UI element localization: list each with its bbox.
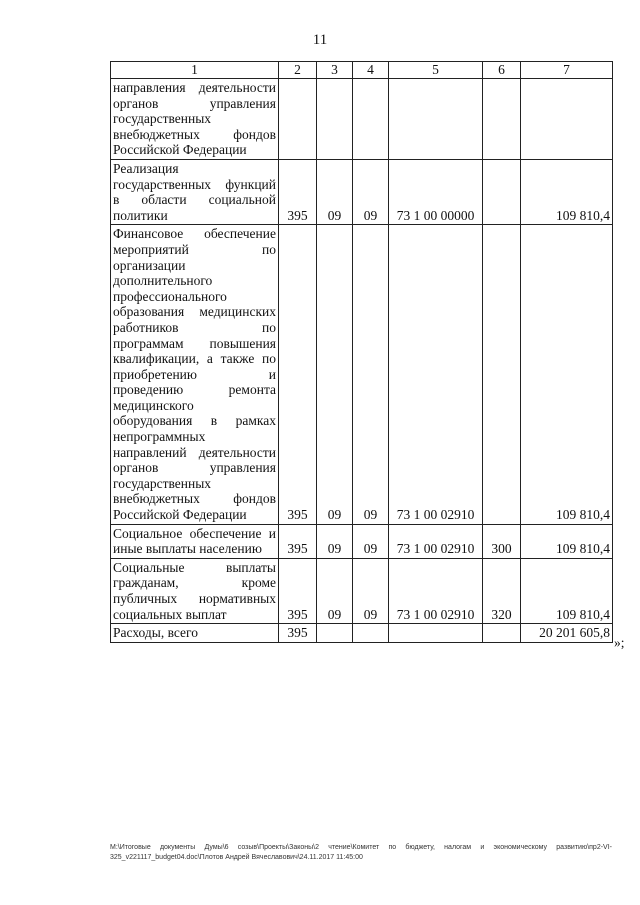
- section-code: [279, 79, 317, 160]
- description-line: непрограммных: [113, 429, 206, 445]
- description-line: дополнительного: [113, 273, 213, 289]
- subsection-code: 09: [317, 558, 353, 623]
- table-header-row: [111, 62, 613, 79]
- description-line: Социальные выплаты: [113, 559, 276, 575]
- target-article-code: [389, 624, 483, 643]
- table-row: [111, 225, 613, 524]
- description-line: государственных функций: [113, 176, 276, 192]
- amount: 109 810,4: [521, 225, 613, 524]
- amount: 109 810,4: [521, 524, 613, 558]
- section-code: 395: [279, 524, 317, 558]
- description-line: политики: [113, 207, 168, 223]
- page-number: 11: [312, 32, 328, 48]
- table-row: [111, 159, 613, 224]
- expense-type-code: 300: [483, 524, 521, 558]
- section-code: 395: [279, 225, 317, 524]
- amount: 109 810,4: [521, 558, 613, 623]
- description-line: оборудования в рамках: [113, 413, 276, 429]
- subsection-code-2: 09: [353, 524, 389, 558]
- description-line: профессионального: [113, 288, 227, 304]
- target-article-code: 73 1 00 02910: [389, 558, 483, 623]
- description-line: медицинского: [113, 397, 194, 413]
- description-line: социальных выплат: [113, 606, 227, 622]
- row-description: [111, 159, 279, 224]
- description-line: программам повышения: [113, 335, 276, 351]
- description-line: работников по: [113, 319, 276, 335]
- description-line: органов управления: [113, 460, 276, 476]
- column-header: 2: [279, 62, 317, 79]
- expense-type-code: [483, 159, 521, 224]
- table-row: [111, 624, 613, 643]
- target-article-code: 73 1 00 02910: [389, 524, 483, 558]
- closing-quote: »;: [614, 635, 625, 650]
- table-row: [111, 558, 613, 623]
- footer-file-path: M:\Итоговые документы Думы\6 созыв\Проекты\Законы\2 чтение\Комитет по бюджету, налогам и экономическому развитию\пр2-VI-325_v221117_budget04.doc\Плотов Андрей Вячеславович\24.11.2017 11:45:00: [110, 844, 612, 861]
- subsection-code: [317, 624, 353, 643]
- amount: 20 201 605,8: [521, 624, 613, 643]
- section-code: 395: [279, 159, 317, 224]
- description-line: гражданам, кроме: [113, 575, 276, 591]
- subsection-code: 09: [317, 524, 353, 558]
- budget-table: [110, 61, 613, 643]
- column-header: 5: [389, 62, 483, 79]
- description-line: образования медицинских: [113, 304, 276, 320]
- column-header: 6: [483, 62, 521, 79]
- description-line: Реализация: [113, 160, 179, 176]
- section-code: 395: [279, 624, 317, 643]
- row-description: [111, 558, 279, 623]
- row-description: [111, 79, 279, 160]
- amount: 109 810,4: [521, 159, 613, 224]
- subsection-code-2: [353, 624, 389, 643]
- subsection-code-2: [353, 79, 389, 160]
- description-line: внебюджетных фондов: [113, 126, 276, 142]
- subsection-code: [317, 79, 353, 160]
- description-line: Социальное обеспечение и: [113, 525, 276, 541]
- description-line: публичных нормативных: [113, 591, 276, 606]
- table-row: [111, 524, 613, 558]
- column-header: 1: [111, 62, 279, 79]
- description-line: направления деятельности: [113, 80, 276, 95]
- target-article-code: [389, 79, 483, 160]
- description-line: квалификации, а также по: [113, 351, 276, 367]
- subsection-code-2: 09: [353, 159, 389, 224]
- description-line: мероприятий по: [113, 241, 276, 257]
- target-article-code: 73 1 00 00000: [389, 159, 483, 224]
- row-description: [111, 225, 279, 524]
- expense-type-code: [483, 624, 521, 643]
- row-description: [111, 624, 279, 643]
- description-line: государственных: [113, 111, 212, 127]
- target-article-code: 73 1 00 02910: [389, 225, 483, 524]
- description-line: Российской Федерации: [113, 142, 247, 158]
- description-line: органов управления: [113, 95, 276, 111]
- description-line: направлений деятельности: [113, 444, 276, 460]
- subsection-code: 09: [317, 225, 353, 524]
- expense-type-code: 320: [483, 558, 521, 623]
- row-description: [111, 524, 279, 558]
- description-line: Российской Федерации: [113, 507, 247, 523]
- description-line: внебюджетных фондов: [113, 491, 276, 507]
- expense-type-code: [483, 225, 521, 524]
- description-line: государственных: [113, 475, 212, 491]
- subsection-code-2: 09: [353, 558, 389, 623]
- description-line: в области социальной: [113, 192, 276, 208]
- column-header: 4: [353, 62, 389, 79]
- description-line: проведению ремонта: [113, 382, 276, 398]
- subsection-code-2: 09: [353, 225, 389, 524]
- column-header: 3: [317, 62, 353, 79]
- description-line: приобретению и: [113, 366, 276, 382]
- expense-type-code: [483, 79, 521, 160]
- description-line: Финансовое обеспечение: [113, 226, 276, 242]
- subsection-code: 09: [317, 159, 353, 224]
- column-header: 7: [521, 62, 613, 79]
- table-row: [111, 79, 613, 160]
- section-code: 395: [279, 558, 317, 623]
- description-line: организации: [113, 257, 186, 273]
- description-line: иные выплаты населению: [113, 541, 262, 557]
- amount: [521, 79, 613, 160]
- description-line: Расходы, всего: [113, 625, 198, 641]
